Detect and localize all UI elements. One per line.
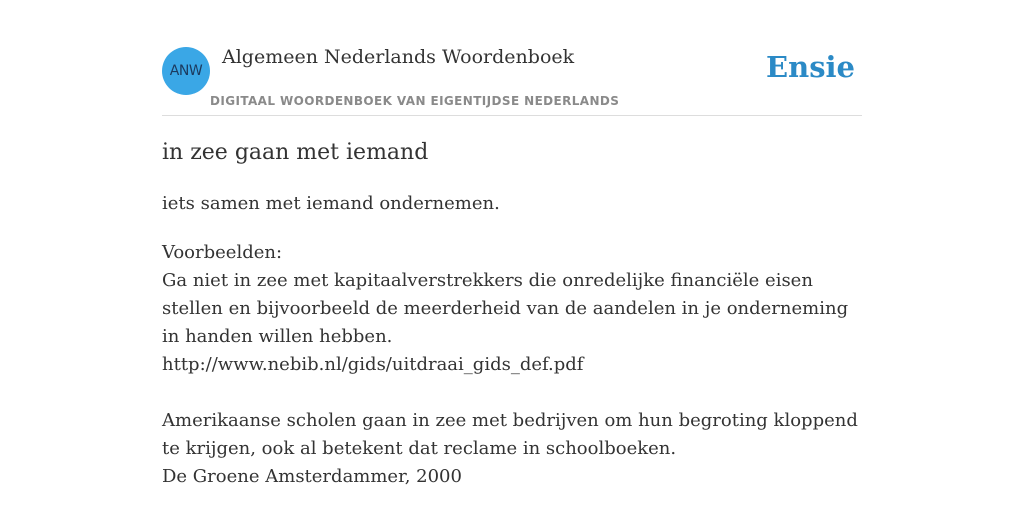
example-source: De Groene Amsterdammer, 2000 [162, 466, 462, 487]
site-subtitle: DIGITAAL WOORDENBOEK VAN EIGENTIJDSE NEDERLANDS [210, 94, 620, 108]
header-divider [162, 115, 862, 116]
example-spacer [162, 379, 867, 407]
examples-label: Voorbeelden: [162, 242, 283, 263]
ensie-logo[interactable]: Ensie [766, 50, 855, 84]
definition: iets samen met iemand ondernemen. [162, 193, 500, 214]
headword: in zee gaan met iemand [162, 140, 429, 165]
example-text: Ga niet in zee met kapitaalverstrekkers die onredelijke financiële eisen stellen en bijvoorbeeld de meerderheid van de aandelen in je onderneming in handen willen hebben. [162, 270, 849, 347]
anw-logo-text: ANW [169, 63, 203, 79]
example-source: http://www.nebib.nl/gids/uitdraai_gids_def.pdf [162, 354, 584, 375]
site-title[interactable]: Algemeen Nederlands Woordenboek [222, 46, 575, 68]
examples-block [162, 239, 867, 491]
example-text: Amerikaanse scholen gaan in zee met bedrijven om hun begroting kloppend te krijgen, ook al betekent dat reclame in schoolboeken. [162, 410, 858, 459]
anw-logo[interactable] [162, 47, 210, 95]
